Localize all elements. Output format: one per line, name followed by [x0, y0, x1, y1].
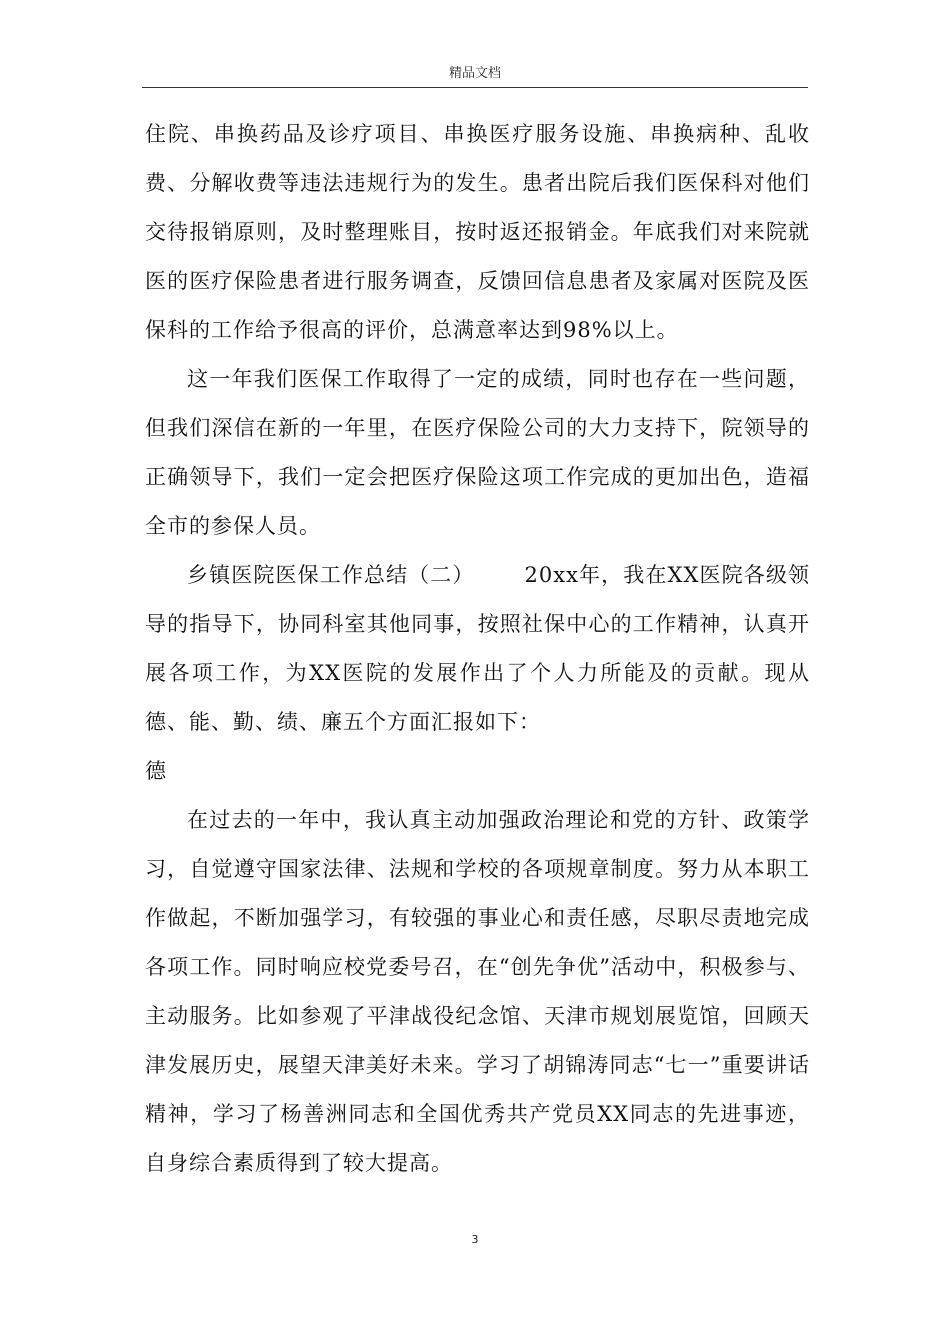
paragraph-3: [145, 551, 810, 747]
page-number: 3: [471, 1233, 479, 1246]
paragraph-4: 在过去的一年中，我认真主动加强政治理论和党的方针、政策学习，自觉遵守国家法律、法规和学校的各项规章制度。努力从本职工作做起，不断加强学习，有较强的事业心和责任感，尽职尽责地完成各项工作。同时响应校党委号召，在“创先争优”活动中，积极参与、主动服务。比如参观了平津战役纪念馆、天津市规划展览馆，回顾天津发展历史，展望天津美好未来。学习了胡锦涛同志“七一”重要讲话精神，学习了杨善洲同志和全国优秀共产党员XX同志的先进事迹，自身综合素质得到了较大提高。: [145, 808, 810, 1175]
header-divider: [142, 87, 808, 88]
paragraph-3-text: 20xx年，我在XX医院各级领导的指导下，协同科室其他同事，按照社保中心的工作精神，认真开展各项工作，为XX医院的发展作出了个人力所能及的贡献。现从德、能、勤、绩、廉五个方面汇报如下：: [145, 563, 811, 734]
section-title: 乡镇医院医保工作总结（二）: [187, 563, 475, 587]
page-header-title: 精品文档: [448, 66, 501, 81]
paragraph-2: 这一年我们医保工作取得了一定的成绩，同时也存在一些问题，但我们深信在新的一年里，在医疗保险公司的大力支持下，院领导的正确领导下，我们一定会把医疗保险这项工作完成的更加出色，造福全市的参保人员。: [145, 367, 810, 538]
document-body: [145, 110, 810, 1188]
section-heading-de: 德: [145, 759, 167, 783]
paragraph-1: 住院、串换药品及诊疗项目、串换医疗服务设施、串换病种、乱收费、分解收费等违法违规行为的发生。患者出院后我们医保科对他们交待报销原则，及时整理账目，按时返还报销金。年底我们对来院就医的医疗保险患者进行服务调查，反馈回信息患者及家属对医院及医保科的工作给予很高的评价，总满意率达到98%以上。: [145, 122, 810, 342]
